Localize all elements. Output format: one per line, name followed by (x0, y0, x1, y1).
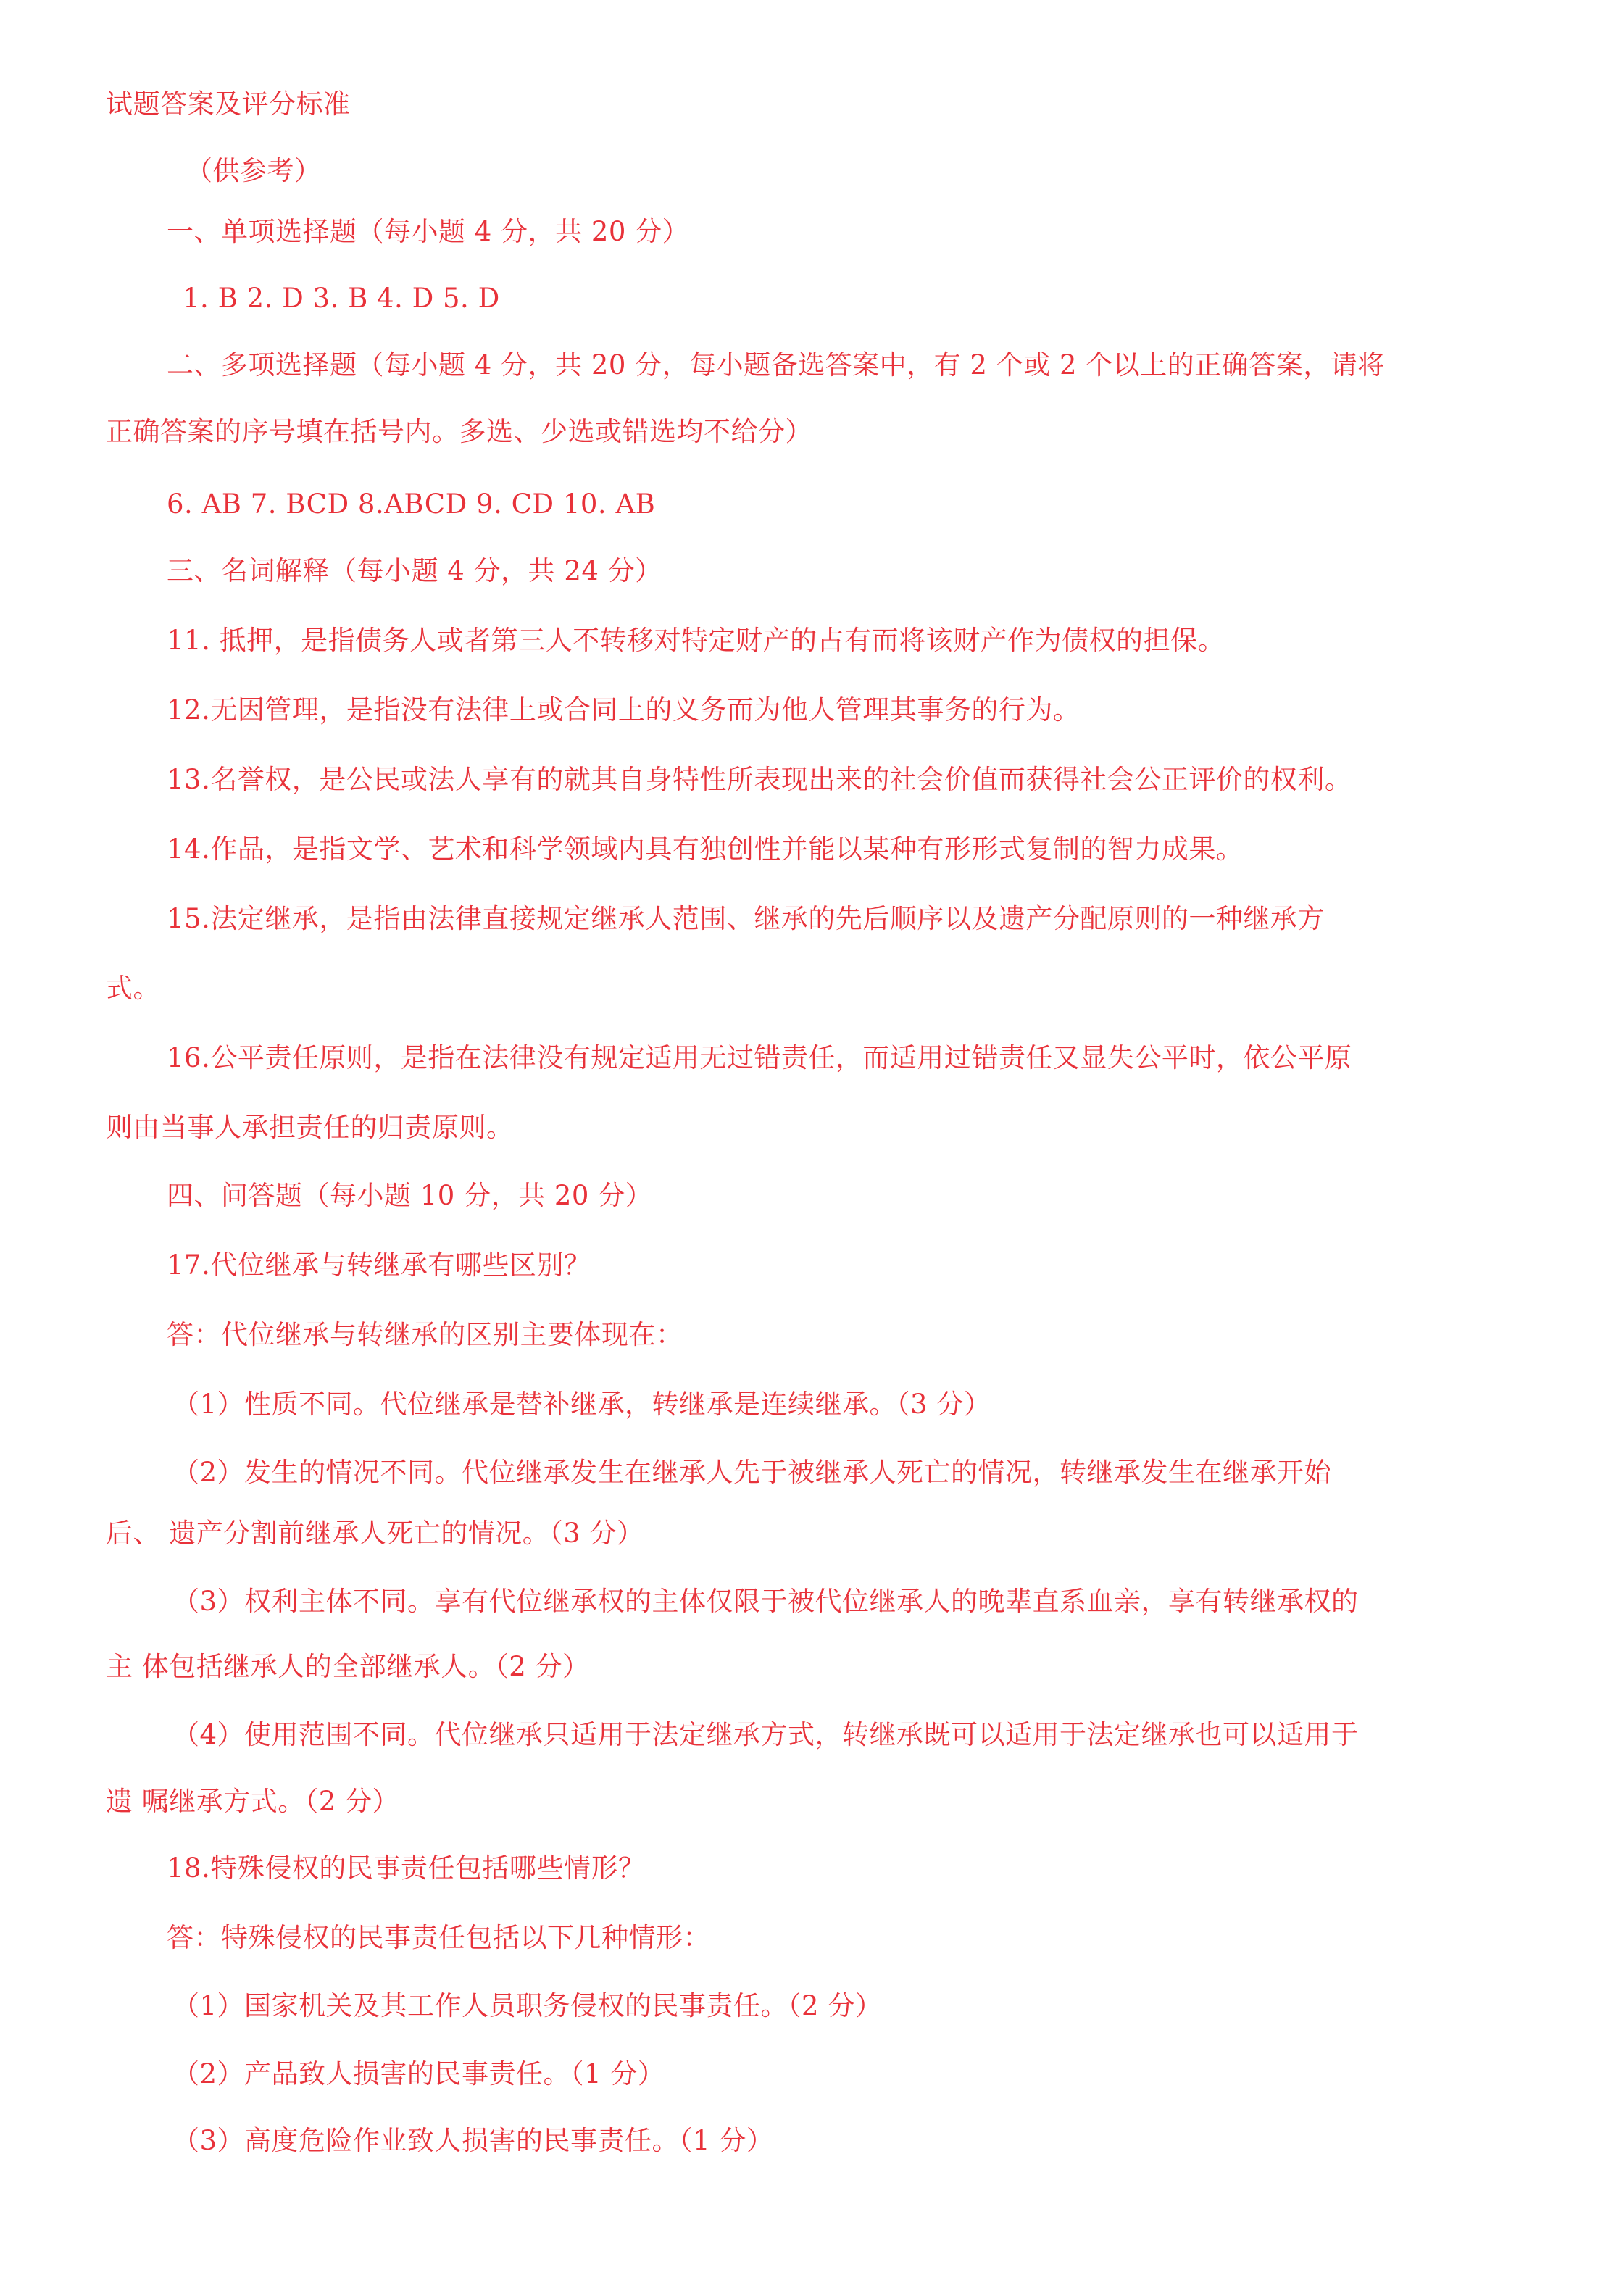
answer-17-point-4-cont: 遗 嘱继承方式。（2 分） (106, 1786, 400, 1817)
term-11: 11. 抵押，是指债务人或者第三人不转移对特定财产的占有而将该财产作为债权的担保。 (167, 625, 1225, 656)
document-title: 试题答案及评分标准 (106, 88, 351, 120)
section-heading-single-choice: 一、单项选择题（每小题 4 分，共 20 分） (167, 216, 690, 247)
term-15-cont: 式。 (106, 973, 160, 1004)
answer-17-point-3-cont: 主 体包括继承人的全部继承人。（2 分） (106, 1651, 590, 1682)
term-13: 13.名誉权，是公民或法人享有的就其自身特性所表现出来的社会价值而获得社会公正评价的权利。 (167, 764, 1352, 795)
answer-17-point-1: （1）性质不同。代位继承是替补继承，转继承是连续继承。（3 分） (172, 1389, 991, 1420)
answer-18-point-1: （1）国家机关及其工作人员职务侵权的民事责任。（2 分） (172, 1990, 883, 2021)
question-18: 18.特殊侵权的民事责任包括哪些情形？ (167, 1852, 646, 1884)
answer-line-multiple-choice: 6. AB 7. BCD 8.ABCD 9. CD 10. AB (167, 488, 656, 520)
question-17: 17.代位继承与转继承有哪些区别？ (167, 1249, 591, 1281)
answer-18-point-2: （2）产品致人损害的民事责任。（1 分） (172, 2058, 665, 2089)
answer-line-single-choice: 1. B 2. D 3. B 4. D 5. D (183, 283, 500, 314)
document-subtitle: （供参考） (186, 155, 322, 186)
term-14: 14.作品，是指文学、艺术和科学领域内具有独创性并能以某种有形形式复制的智力成果。 (167, 833, 1244, 865)
answer-17-point-3: （3）权利主体不同。享有代位继承权的主体仅限于被代位继承人的晚辈直系血亲，享有转继承权的 (172, 1586, 1359, 1617)
section-heading-qa: 四、问答题（每小题 10 分，共 20 分） (167, 1180, 653, 1211)
section-heading-multiple-choice: 二、多项选择题（每小题 4 分，共 20 分，每小题备选答案中，有 2 个或 2 个以上的正确答案，请将 (167, 349, 1385, 380)
term-15: 15.法定继承，是指由法律直接规定继承人范围、继承的先后顺序以及遗产分配原则的一种继承方 (167, 903, 1325, 934)
term-16: 16.公平责任原则，是指在法律没有规定适用无过错责任，而适用过错责任又显失公平时，依公平原 (167, 1042, 1352, 1073)
answer-18-point-3: （3）高度危险作业致人损害的民事责任。（1 分） (172, 2125, 774, 2156)
answer-17-point-4: （4）使用范围不同。代位继承只适用于法定继承方式，转继承既可以适用于法定继承也可以适用于 (172, 1719, 1359, 1750)
answer-17-intro: 答：代位继承与转继承的区别主要体现在： (167, 1319, 683, 1350)
term-16-cont: 则由当事人承担责任的归责原则。 (106, 1112, 514, 1143)
answer-18-intro: 答：特殊侵权的民事责任包括以下几种情形： (167, 1922, 710, 1953)
term-12: 12.无因管理，是指没有法律上或合同上的义务而为他人管理其事务的行为。 (167, 694, 1081, 725)
answer-17-point-2: （2）发生的情况不同。代位继承发生在继承人先于被继承人死亡的情况，转继承发生在继承开始 (172, 1457, 1332, 1488)
section-heading-term-explanation: 三、名词解释（每小题 4 分，共 24 分） (167, 555, 662, 586)
answer-17-point-2-cont: 后、 遗产分割前继承人死亡的情况。（3 分） (106, 1518, 644, 1549)
section-heading-multiple-choice-cont: 正确答案的序号填在括号内。多选、少选或错选均不给分） (106, 416, 812, 447)
